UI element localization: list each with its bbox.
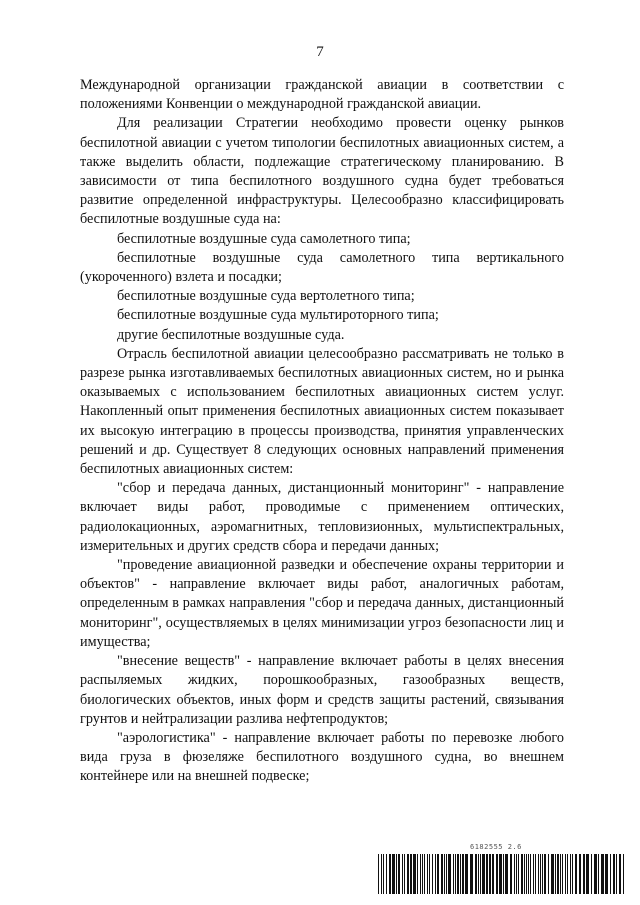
barcode-bar [516,854,517,894]
barcode-bar [499,854,502,894]
barcode-bar [594,854,597,894]
barcode-bar [460,854,461,894]
barcode-bar [381,854,382,894]
barcode-bar [417,854,418,894]
list-item: беспилотные воздушные суда самолетного типа вертикального (укороченного) взлета и посадки; [80,249,564,286]
barcode-bar [410,854,412,894]
page-number: 7 [316,44,324,60]
barcode-bar [392,854,395,894]
barcode-bar [557,854,559,894]
barcode-bar [623,854,624,894]
barcode-bar [446,854,447,894]
barcode-bar [616,854,617,894]
barcode-bar [470,854,473,894]
barcode-bar [386,854,387,894]
list-item: другие беспилотные воздушные суда. [117,326,345,343]
barcode-bar [610,854,611,894]
barcode-bar [535,854,536,894]
barcode-bar [492,854,494,894]
barcode-bar [579,854,581,894]
barcode-bar [619,854,621,894]
barcode-bar [429,854,430,894]
barcode-bar [407,854,409,894]
barcode-bar [544,854,546,894]
barcode-bar [572,854,573,894]
barcode-bar [413,854,416,894]
barcode-icon [378,854,626,894]
barcode-bar [402,854,403,894]
barcode-bar [567,854,568,894]
barcode-bar [422,854,423,894]
barcode-bar [420,854,421,894]
paragraph: "проведение авиационной разведки и обеспечение охраны территории и объектов" - направление включает виды работ, аналогичных работам, определенным в рамках направления "сбор и передача данных, дистанционный мониторинг", осуществляемых в целях минимизации угроз безопасности лиц и имущества; [80,557,564,650]
barcode-bar [548,854,549,894]
paragraph: "сбор и передача данных, дистанционный мониторинг" - направление включает виды работ, проводимые с применением оптических, радиолокационных, аэромагнитных, тепловизионных, мультиспектральных, измерительных и других средств сбора и передачи данных; [80,480,564,554]
barcode-bar [486,854,488,894]
barcode-bar [565,854,566,894]
barcode-bar [601,854,604,894]
paragraph: Для реализации Стратегии необходимо провести оценку рынков беспилотной авиации с учетом типологии беспилотных авиационных систем, а также выделить области, подлежащие стратегическому планированию. В зависимости от типа беспилотного воздушного судна будет требоваться развитие определенной инфраструктуры. Целесообразно классифицировать беспилотные воздушные суда на: [80,115,564,228]
barcode-bar [453,854,454,894]
barcode-bar [583,854,585,894]
document-body [80,76,564,787]
barcode-bar [526,854,527,894]
barcode-bar [551,854,554,894]
paragraph: "внесение веществ" - направление включает работы в целях внесения распыляемых жидких, порошкообразных, газообразных веществ, биологических объектов, иных форм и средств защиты растений, связывания грунтов и нейтрализации разлива нефтепродуктов; [80,653,564,727]
barcode-bar [435,854,436,894]
barcode-bar [613,854,615,894]
barcode-bar [437,854,439,894]
barcode-bar [510,854,512,894]
paragraph: "аэрологистика" - направление включает работы по перевозке любого вида груза в фюзеляже беспилотного воздушного судна, во внешнем контейнере или на внешней подвеске; [80,729,564,785]
barcode-bar [396,854,397,894]
barcode-bar [521,854,523,894]
barcode-bar [441,854,443,894]
barcode-bar [448,854,451,894]
barcode-bar [480,854,481,894]
barcode-bar [455,854,456,894]
barcode-bar [528,854,529,894]
barcode-bar [457,854,459,894]
paragraph: Международной организации гражданской авиации в соответствии с положениями Конвенции о международной гражданской авиации. [80,77,564,113]
list-item: беспилотные воздушные суда мультироторного типа; [117,307,439,324]
barcode-bar [605,854,608,894]
barcode-bar [427,854,428,894]
barcode-bar [555,854,556,894]
barcode-bar [398,854,400,894]
barcode-bar [503,854,504,894]
barcode-bar [383,854,384,894]
barcode-bar [518,854,519,894]
barcode-bar [475,854,477,894]
barcode-bar [424,854,425,894]
barcode-bar [389,854,391,894]
barcode-bar [524,854,525,894]
barcode-bar [542,854,543,894]
barcode-bar [538,854,539,894]
barcode-bar [514,854,515,894]
barcode-caption: 6182555 2.6 [470,843,522,851]
list-item: беспилотные воздушные суда вертолетного типа; [117,288,415,305]
barcode-bar [586,854,589,894]
barcode-bar [570,854,571,894]
barcode-bar [533,854,534,894]
barcode-bar [462,854,464,894]
barcode-bar [540,854,541,894]
barcode-bar [598,854,599,894]
barcode-bar [575,854,577,894]
barcode-bar [378,854,379,894]
barcode-bar [489,854,491,894]
barcode-bar [404,854,405,894]
barcode-bar [530,854,531,894]
barcode-bar [591,854,592,894]
barcode-bar [482,854,485,894]
barcode-bar [505,854,508,894]
barcode-bar [432,854,433,894]
barcode-bar [560,854,561,894]
barcode-bar [478,854,479,894]
list-item: беспилотные воздушные суда самолетного типа; [117,230,411,247]
barcode-bar [465,854,468,894]
paragraph: Отрасль беспилотной авиации целесообразно рассматривать не только в разрезе рынка изготавливаемых беспилотных авиационных систем, но и рынка оказываемых с использованием беспилотных авиационных систем услуг. Накопленный опыт применения беспилотных авиационных систем показывает их высокую интеграцию в процессы производства, принятия управленческих решений и др. Существует 8 следующих основных направлений применения беспилотных авиационных систем: [80,345,564,478]
document-barcode [378,843,626,897]
barcode-bar [496,854,498,894]
barcode-bar [444,854,445,894]
barcode-bar [562,854,563,894]
